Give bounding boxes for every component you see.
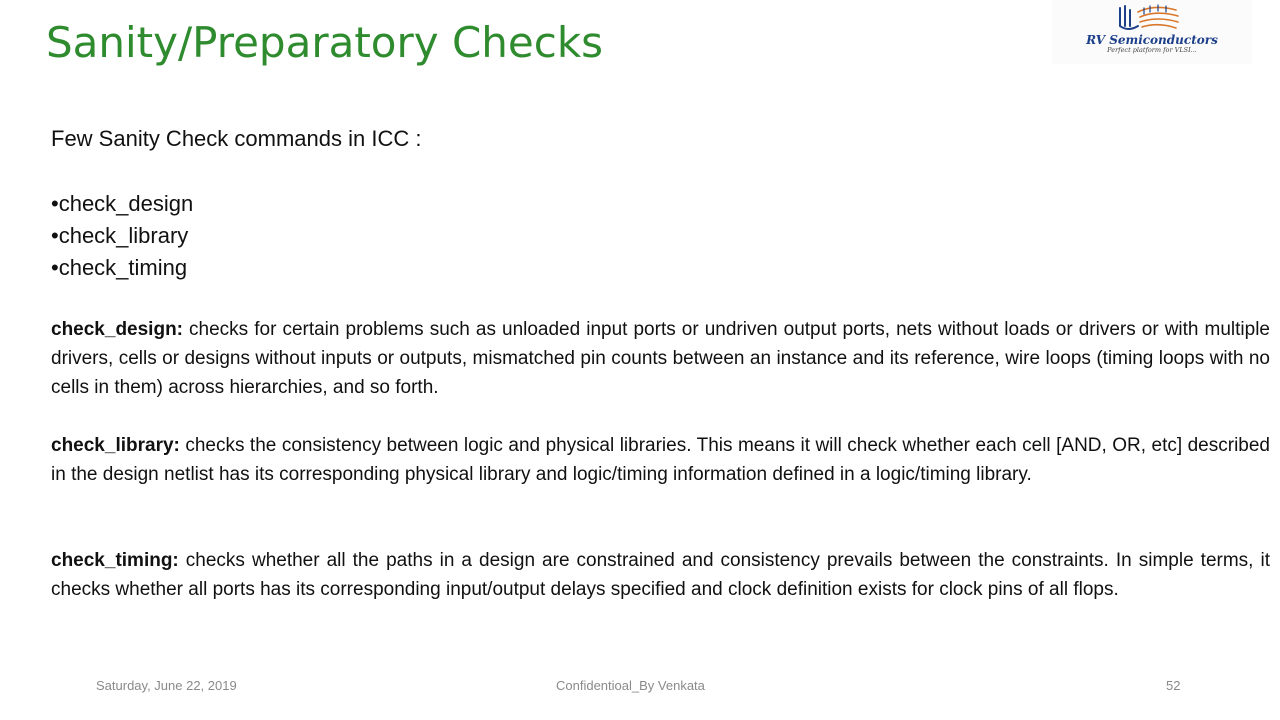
check-timing-paragraph (51, 546, 1270, 604)
check-library-paragraph (51, 431, 1270, 489)
command-list-item: •check_library (51, 223, 189, 248)
check-design-term: check_design: (51, 319, 183, 340)
logo-tagline: Perfect platform for VLSI... (1107, 46, 1197, 54)
check-timing-description: checks whether all the paths in a design are constrained and consistency prevails between the constraints. In simple terms, it checks whether all ports has its corresponding input/output delays specified and clock definition exists for clock pins of all flops. (51, 550, 1270, 600)
command-list-item: •check_timing (51, 255, 188, 280)
footer-confidential: Confidentioal_By Venkata (556, 678, 705, 693)
company-logo (1052, 0, 1252, 64)
logo-name: RV Semiconductors (1086, 33, 1218, 47)
command-list (51, 188, 193, 284)
check-design-description: checks for certain problems such as unloaded input ports or undriven output ports, nets without loads or drivers or with multiple drivers, cells or designs without inputs or outputs, mismatched pin counts between an instance and its reference, wire loops (timing loops with no cells in them) across hierarchies, and so forth. (51, 319, 1270, 398)
check-timing-term: check_timing: (51, 550, 179, 571)
page-number: 52 (1166, 678, 1181, 693)
slide-title: Sanity/Preparatory Checks (46, 18, 604, 67)
logo-mark-icon (1114, 2, 1184, 34)
footer-date: Saturday, June 22, 2019 (96, 678, 237, 693)
check-library-description: checks the consistency between logic and physical libraries. This means it will check whether each cell [AND, OR, etc] described in the design netlist has its corresponding physical library and logic/timing information defined in a logic/timing library. (51, 435, 1270, 485)
check-library-term: check_library: (51, 435, 180, 456)
command-list-item: •check_design (51, 191, 194, 216)
intro-text: Few Sanity Check commands in ICC : (51, 126, 422, 151)
check-design-paragraph (51, 315, 1270, 402)
